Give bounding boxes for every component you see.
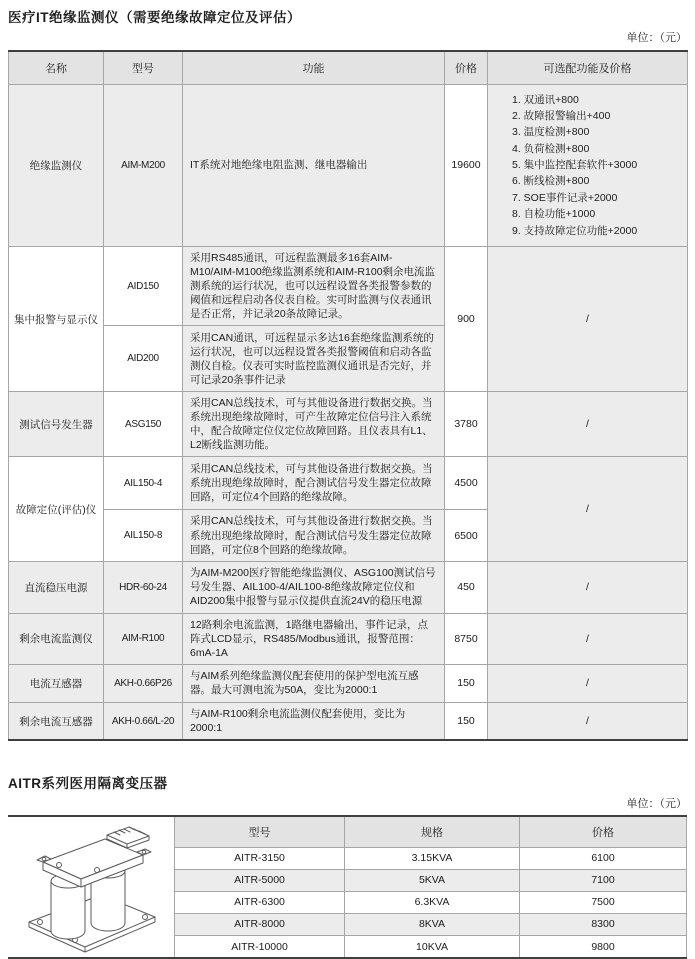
product-function: 采用CAN总线技术，可与其他设备进行数据交换。当系统出现绝缘故障时，配合测试信号发生器定位故障回路，可定位4个回路的绝缘故障。 [183, 457, 445, 510]
section2-unit-label: 单位：（元） [626, 798, 687, 811]
product-function: 采用CAN总线技术，可与其他设备进行数据交换。当系统出现绝缘故障时，可产生故障定位信号注入系统中，配合故障定位仪定位故障回路。且仪表具有L1、L2断线监测功能。 [183, 392, 445, 457]
option-item: 5. 集中监控配套软件+3000 [512, 159, 638, 171]
transformer-price: 8300 [520, 913, 687, 935]
product-options: / [488, 702, 688, 740]
product-price: 900 [445, 246, 488, 391]
product-options: / [488, 613, 688, 664]
product-options: / [488, 246, 688, 391]
product-function: 采用RS485通讯，可远程监测最多16套AIM-M10/AIM-M100绝缘监测系统和AIM-R100剩余电流监测系统的运行状况，也可以远程设置各类报警参数的阈值和远程启动各仪表自检。实可时监测与仪表通讯是否正常，并记录20条故障记录。 [183, 246, 445, 325]
column-header-price: 价格 [445, 51, 488, 84]
transformer-illustration [8, 817, 174, 957]
transformer-model: AITR-6300 [175, 891, 345, 913]
section2-title: AITR系列医用隔离变压器 [8, 776, 168, 792]
column-header-model: 型号 [104, 51, 183, 84]
product-price: 4500 [445, 457, 488, 510]
product-model: AIL150-4 [104, 457, 183, 510]
section1-title: 医疗IT绝缘监测仪（需要绝缘故障定位及评估） [8, 10, 301, 25]
transformer-model: AITR-8000 [175, 913, 345, 935]
product-function: 与AIM-R100剩余电流监测仪配套使用，变比为2000:1 [183, 702, 445, 740]
table-row [9, 702, 688, 740]
product-name: 绝缘监测仪 [9, 84, 104, 246]
product-model: AKH-0.66P26 [104, 664, 183, 702]
transformer-model: AITR-10000 [175, 935, 345, 957]
column-header-options: 可选配功能及价格 [488, 51, 688, 84]
product-name: 故障定位(评估)仪 [9, 457, 104, 561]
transformer-table-block [8, 815, 687, 959]
product-name: 剩余电流互感器 [9, 702, 104, 740]
product-options: / [488, 392, 688, 457]
transformer-spec: 5KVA [345, 869, 520, 891]
table-row [9, 613, 688, 664]
product-name: 集中报警与显示仪 [9, 246, 104, 391]
product-price: 450 [445, 561, 488, 613]
product-name: 剩余电流监测仪 [9, 613, 104, 664]
product-model: AID150 [104, 246, 183, 325]
product-model: AKH-0.66/L-20 [104, 702, 183, 740]
product-options: / [488, 664, 688, 702]
product-function: 为AIM-M200医疗智能绝缘监测仪、ASG100测试信号号发生器、AIL100-4/AIL100-8绝缘故障定位仪和AID200集中报警与显示仪提供直流24V的稳压电源 [183, 561, 445, 613]
product-model: AIM-R100 [104, 613, 183, 664]
product-options: / [488, 457, 688, 561]
product-model: AID200 [104, 326, 183, 392]
transformer-model: AITR-3150 [175, 847, 345, 869]
option-item: 3. 温度检测+800 [512, 126, 590, 139]
product-model: ASG150 [104, 392, 183, 457]
transformer-model: AITR-5000 [175, 869, 345, 891]
transformer-line-drawing-icon [15, 821, 167, 953]
product-price: 150 [445, 702, 488, 740]
option-item: 1. 双通讯+800 [512, 93, 579, 106]
option-item: 8. 自检功能+1000 [512, 208, 596, 221]
table-row [9, 392, 688, 457]
product-function: 采用CAN通讯，可远程显示多达16套绝缘监测系统的运行状况，也可以远程设置各类报警阈值和启动各监测仪自检。仪表可实时监控监测仪通讯是否完好，并可记录20条事件记录 [183, 326, 445, 392]
table-row [9, 561, 688, 613]
table-header-row [9, 51, 688, 84]
transformer-spec: 6.3KVA [345, 891, 520, 913]
product-price: 150 [445, 664, 488, 702]
table-row [175, 913, 687, 935]
table-row [9, 246, 688, 325]
product-model: AIL150-8 [104, 510, 183, 561]
product-function: 与AIM系列绝缘监测仪配套使用的保护型电流互感器。最大可测电流为50A，变比为2000:1 [183, 664, 445, 702]
option-item: 9. 支持故障定位功能+2000 [512, 224, 638, 237]
product-price: 8750 [445, 613, 488, 664]
column-header-spec: 规格 [345, 817, 520, 847]
table-row [9, 84, 688, 246]
transformer-price: 7100 [520, 869, 687, 891]
product-options: / [488, 561, 688, 613]
option-item: 7. SOE事件记录+2000 [512, 191, 618, 204]
product-name: 电流互感器 [9, 664, 104, 702]
product-options-list [488, 84, 688, 246]
table-row [175, 847, 687, 869]
section1-unit-label: 单位：（元） [626, 32, 687, 44]
column-header-name: 名称 [9, 51, 104, 84]
transformer-price: 6100 [520, 847, 687, 869]
product-price: 19600 [445, 84, 488, 246]
product-function: 12路剩余电流监测，1路继电器输出，事件记录，点阵式LCD显示，RS485/Modbus通讯，报警范围：6mA-1A [183, 613, 445, 664]
table-row [175, 935, 687, 957]
transformer-spec: 8KVA [345, 913, 520, 935]
transformer-price: 9800 [520, 935, 687, 957]
transformer-spec: 3.15KVA [345, 847, 520, 869]
option-item: 2. 故障报警输出+400 [512, 109, 611, 122]
column-header-function: 功能 [183, 51, 445, 84]
transformer-spec: 10KVA [345, 935, 520, 957]
transformer-price-table [174, 817, 687, 957]
table-row [175, 869, 687, 891]
product-price: 3780 [445, 392, 488, 457]
table-row [9, 664, 688, 702]
table-header-row [175, 817, 687, 847]
table-row [175, 891, 687, 913]
product-price: 6500 [445, 510, 488, 561]
product-model: HDR-60-24 [104, 561, 183, 613]
medical-it-price-table [8, 50, 688, 741]
column-header-price: 价格 [520, 817, 687, 847]
product-name: 直流稳压电源 [9, 561, 104, 613]
product-model: AIM-M200 [104, 84, 183, 246]
product-name: 测试信号发生器 [9, 392, 104, 457]
table-row [9, 457, 688, 510]
column-header-model: 型号 [175, 817, 345, 847]
option-item: 4. 负荷检测+800 [512, 142, 590, 155]
product-function: 采用CAN总线技术，可与其他设备进行数据交换。当系统出现绝缘故障时，配合测试信号发生器定位故障回路，可定位8个回路的绝缘故障。 [183, 510, 445, 561]
product-function: IT系统对地绝缘电阻监测、继电器输出 [183, 84, 445, 246]
transformer-price: 7500 [520, 891, 687, 913]
option-item: 6. 断线检测+800 [512, 175, 590, 188]
